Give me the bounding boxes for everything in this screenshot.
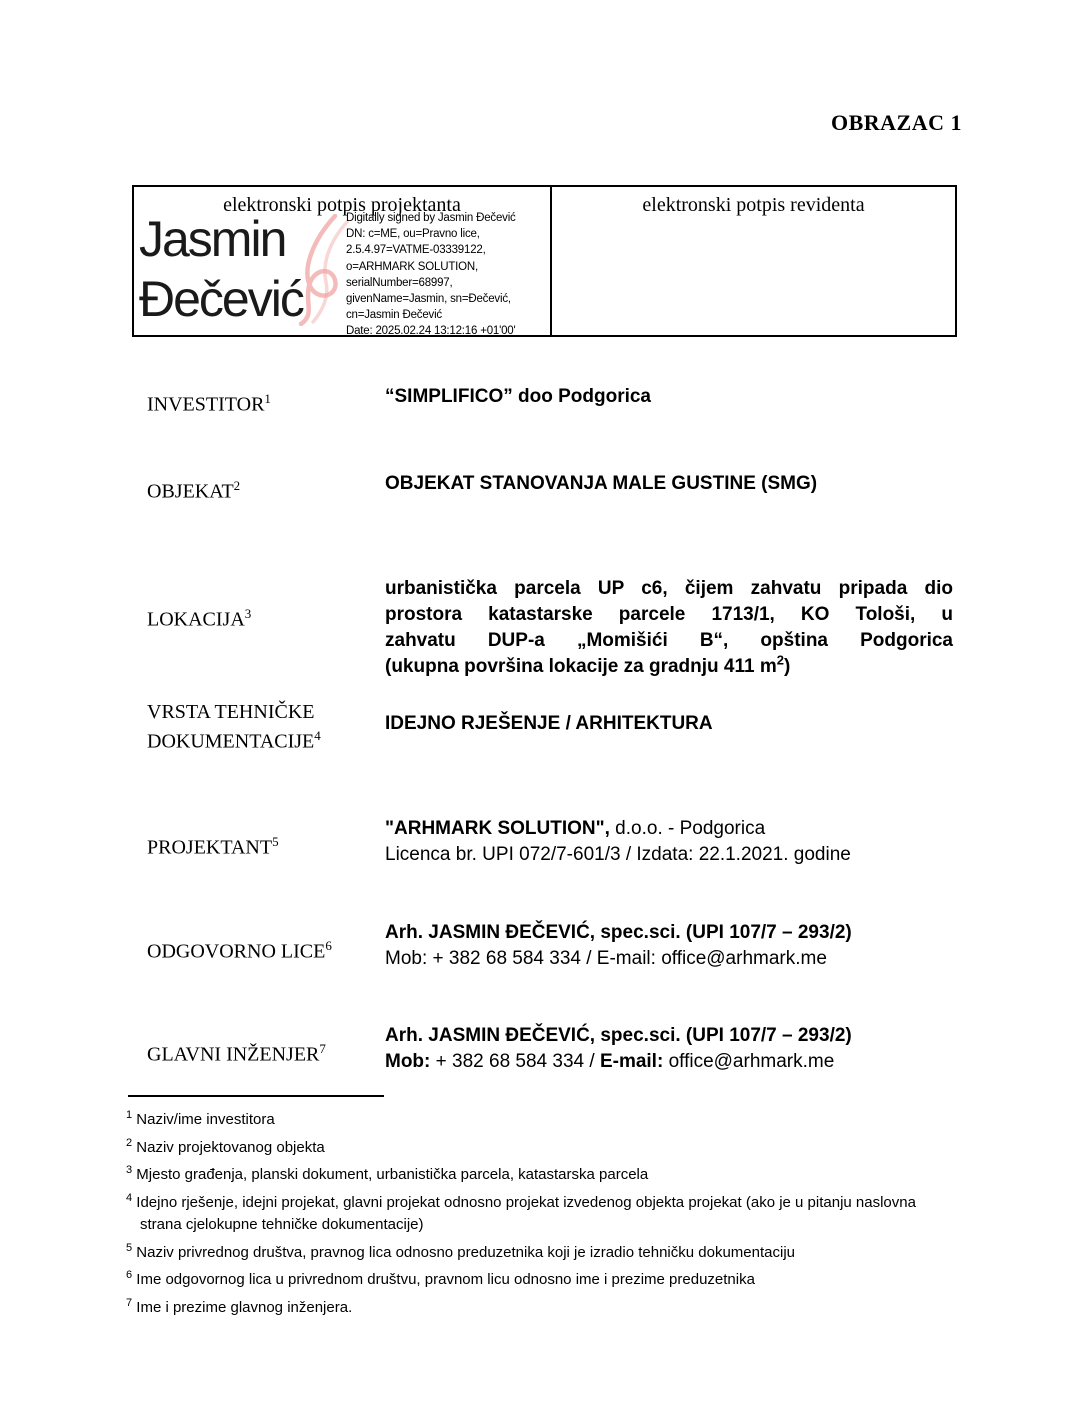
field-label-vrsta-dokumentacije: VRSTA TEHNIČKE DOKUMENTACIJE$^4$: [147, 701, 321, 753]
field-value-odgovorno-lice: Arh. JASMIN ĐEČEVIĆ, spec.sci. (UPI 107/7 – 293/2) Mob: + 382 68 584 334 / E-mail: office@arhmark.me: [385, 922, 852, 969]
revident-signature-header: elektronski potpis revidenta: [642, 194, 865, 216]
footnote: $^2$ Naziv projektovanog objekta: [126, 1136, 325, 1156]
signature-detail-line: Digitally signed by Jasmin Đečević: [346, 212, 516, 224]
signer-name-line1: Jasmin: [139, 211, 286, 267]
footnotes: [126, 1104, 938, 1319]
footnote: $^6$ Ime odgovornog lica u privrednom društvu, pravnom licu odnosno ime i prezime preduzetnika: [126, 1269, 755, 1288]
footnote: $^4$ Idejno rješenje, idejni projekat, glavni projekat odnosno projekat izvedenog objekta projekat (ako je u pitanju naslovna strana cjelokupne tehničke dokumentacije): [126, 1191, 916, 1233]
field-value-glavni-inzenjer: Arh. JASMIN ĐEČEVIĆ, spec.sci. (UPI 107/7 – 293/2) Mob: + 382 68 584 334 / E-mail: office@arhmark.me: [385, 1025, 852, 1072]
signature-details: [346, 210, 548, 340]
signer-name: [139, 209, 303, 329]
field-label-investitor: INVESTITOR$^1$: [147, 391, 271, 416]
signature-detail-line: serialNumber=68997,: [346, 276, 453, 289]
field-row-projektant: [147, 816, 955, 868]
signature-detail-line: DN: c=ME, ou=Pravno lice,: [346, 228, 480, 241]
footnote: $^1$ Naziv/ime investitora: [126, 1109, 275, 1128]
field-row-odgovorno-lice: [147, 920, 955, 972]
signature-detail-line: cn=Jasmin Đečević: [346, 309, 442, 322]
field-value-projektant: "ARHMARK SOLUTION", d.o.o. - Podgorica Licenca br. UPI 072/7-601/3 / Izdata: 22.1.2021. godine: [385, 818, 851, 865]
signature-detail-line: Date: 2025.02.24 13:12:16 +01'00': [346, 325, 516, 338]
footnote: $^3$ Mjesto građenja, planski dokument, urbanistička parcela, katastarska parcela: [126, 1164, 649, 1183]
field-row-investitor: [147, 384, 955, 417]
footnote: $^7$ Ime i prezime glavnog inženjera.: [126, 1296, 353, 1316]
signature-detail-line: givenName=Jasmin, sn=Đečević,: [346, 293, 511, 306]
form-number-label: OBRAZAC 1: [830, 110, 962, 135]
field-row-lokacija: [147, 576, 955, 680]
projektant-signature-header: elektronski potpis projektanta: [223, 194, 461, 216]
footnote-separator: [128, 1095, 384, 1097]
field-label-glavni-inzenjer: GLAVNI INŽENJER$^7$: [147, 1041, 326, 1066]
field-value-investitor: “SIMPLIFICO” doo Podgorica: [385, 386, 651, 407]
field-row-objekat: [147, 471, 955, 504]
field-label-lokacija: LOKACIJA$^3$: [147, 606, 252, 631]
projektant-signature-field[interactable]: [134, 187, 552, 338]
signature-table: [132, 185, 957, 337]
field-value-objekat: OBJEKAT STANOVANJA MALE GUSTINE (SMG): [385, 473, 818, 494]
signature-detail-line: 2.5.4.97=VATME-03339122,: [346, 244, 486, 257]
field-label-projektant: PROJEKTANT$^5$: [147, 834, 279, 859]
field-value-lokacija: urbanistička parcela UP c6, čijem zahvatu pripada dio prostora katastarske parcele 1713/1, KO Tološi, u zahvatu DUP-a „Momišići B“, opština Podgorica (ukupna površina lokacije za gradnju 411 $m^2$): [385, 578, 953, 677]
signer-name-line2: Đečević: [139, 271, 303, 327]
signature-detail-line: o=ARHMARK SOLUTION,: [346, 260, 478, 273]
field-label-odgovorno-lice: ODGOVORNO LICE$^6$: [147, 938, 332, 963]
footnote: $^5$ Naziv privrednog društva, pravnog lica odnosno preduzetnika koji je izradio tehničku dokumentaciju: [126, 1241, 795, 1261]
field-value-vrsta-dokumentacije: IDEJNO RJEŠENJE / ARHITEKTURA: [385, 713, 713, 734]
field-row-glavni-inzenjer: [147, 1023, 955, 1075]
field-label-objekat: OBJEKAT$^2$: [147, 478, 241, 503]
revident-signature-field[interactable]: [552, 187, 955, 335]
field-row-vrsta-dokumentacije: [147, 701, 955, 754]
